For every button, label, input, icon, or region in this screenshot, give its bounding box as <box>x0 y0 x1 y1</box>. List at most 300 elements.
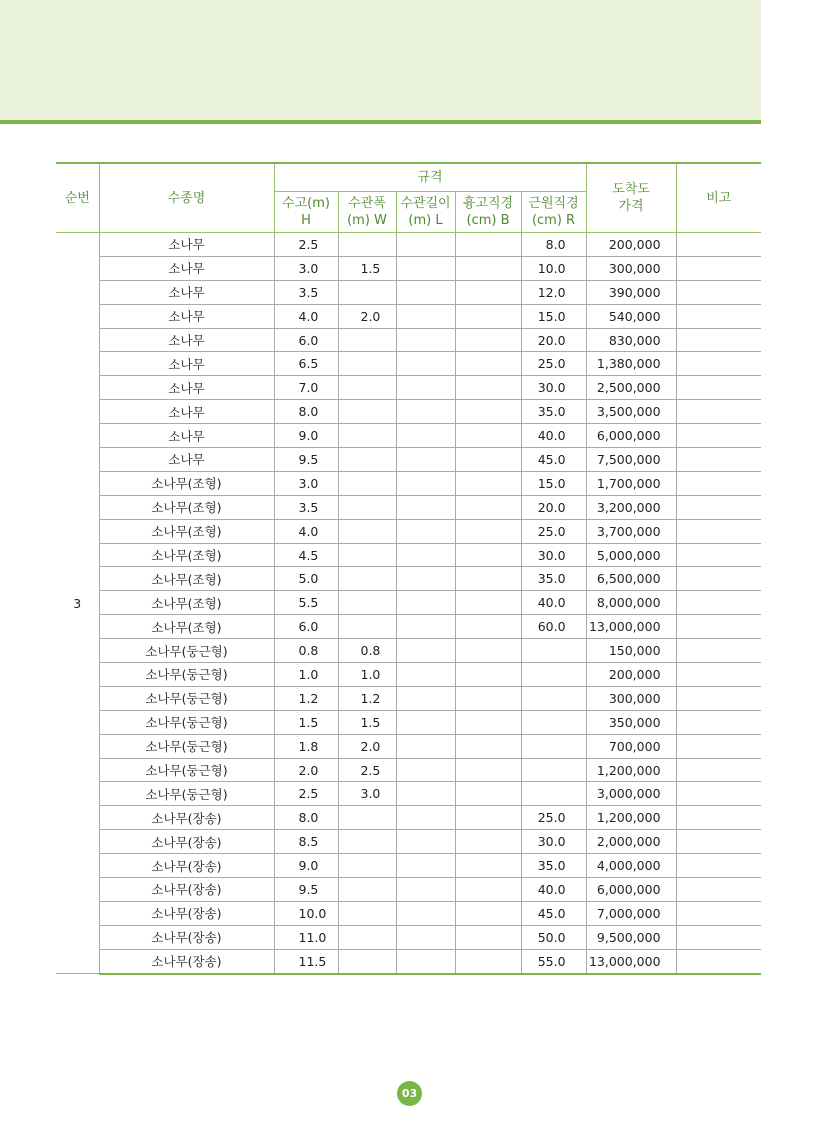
cell-name: 소나무 <box>99 376 274 400</box>
cell-price: 350,000 <box>586 710 676 734</box>
cell-height: 8.0 <box>274 806 338 830</box>
cell-root: 35.0 <box>521 567 586 591</box>
cell-width: 2.0 <box>338 304 396 328</box>
cell-width <box>338 376 396 400</box>
cell-breast <box>455 615 521 639</box>
cell-width <box>338 424 396 448</box>
cell-root: 45.0 <box>521 901 586 925</box>
col-header-price-line1: 도착도 <box>612 182 650 197</box>
cell-name: 소나무 <box>99 400 274 424</box>
table-row <box>56 710 761 734</box>
cell-name: 소나무(조형) <box>99 519 274 543</box>
cell-breast <box>455 471 521 495</box>
cell-root: 25.0 <box>521 806 586 830</box>
cell-note <box>676 448 761 472</box>
cell-height: 4.0 <box>274 304 338 328</box>
cell-length <box>396 567 455 591</box>
cell-height: 2.5 <box>274 233 338 257</box>
cell-note <box>676 424 761 448</box>
table-row <box>56 854 761 878</box>
cell-length <box>396 639 455 663</box>
col-header-root <box>521 192 586 233</box>
cell-price: 700,000 <box>586 734 676 758</box>
cell-length <box>396 233 455 257</box>
cell-root: 25.0 <box>521 519 586 543</box>
price-table <box>56 162 761 975</box>
cell-breast <box>455 304 521 328</box>
cell-price: 13,000,000 <box>586 949 676 973</box>
cell-name: 소나무(둥근형) <box>99 782 274 806</box>
cell-root: 30.0 <box>521 830 586 854</box>
table-row <box>56 901 761 925</box>
cell-length <box>396 878 455 902</box>
cell-height: 5.5 <box>274 591 338 615</box>
cell-length <box>396 280 455 304</box>
cell-breast <box>455 854 521 878</box>
cell-length <box>396 543 455 567</box>
cell-height: 9.5 <box>274 448 338 472</box>
cell-price: 200,000 <box>586 663 676 687</box>
cell-width <box>338 400 396 424</box>
cell-name: 소나무(둥근형) <box>99 710 274 734</box>
col-header-seq: 순번 <box>56 163 99 233</box>
cell-root: 35.0 <box>521 854 586 878</box>
cell-name: 소나무(장송) <box>99 806 274 830</box>
cell-length <box>396 758 455 782</box>
cell-length <box>396 591 455 615</box>
table-row <box>56 615 761 639</box>
cell-note <box>676 949 761 973</box>
table-row <box>56 686 761 710</box>
col-header-breast-line2: (cm) B <box>466 213 510 228</box>
cell-note <box>676 352 761 376</box>
cell-width <box>338 591 396 615</box>
table-row <box>56 591 761 615</box>
table-row <box>56 878 761 902</box>
cell-root: 8.0 <box>521 233 586 257</box>
cell-root <box>521 734 586 758</box>
cell-height: 9.0 <box>274 854 338 878</box>
cell-height: 4.5 <box>274 543 338 567</box>
cell-length <box>396 615 455 639</box>
cell-note <box>676 901 761 925</box>
cell-note <box>676 782 761 806</box>
cell-root <box>521 639 586 663</box>
cell-breast <box>455 400 521 424</box>
cell-breast <box>455 567 521 591</box>
cell-price: 9,500,000 <box>586 925 676 949</box>
cell-height: 1.0 <box>274 663 338 687</box>
cell-note <box>676 758 761 782</box>
cell-root: 50.0 <box>521 925 586 949</box>
cell-note <box>676 256 761 280</box>
cell-note <box>676 567 761 591</box>
cell-width: 1.5 <box>338 256 396 280</box>
table-row <box>56 471 761 495</box>
col-header-price-line2: 가격 <box>618 199 644 214</box>
cell-breast <box>455 256 521 280</box>
cell-breast <box>455 352 521 376</box>
cell-length <box>396 495 455 519</box>
cell-price: 200,000 <box>586 233 676 257</box>
cell-breast <box>455 901 521 925</box>
col-header-root-line2: (cm) R <box>531 213 576 228</box>
header-band <box>0 0 761 120</box>
cell-root <box>521 782 586 806</box>
cell-price: 830,000 <box>586 328 676 352</box>
cell-length <box>396 424 455 448</box>
cell-price: 7,000,000 <box>586 901 676 925</box>
cell-length <box>396 400 455 424</box>
header-rule <box>0 120 761 124</box>
cell-name: 소나무(조형) <box>99 495 274 519</box>
cell-root: 10.0 <box>521 256 586 280</box>
cell-note <box>676 543 761 567</box>
cell-height: 11.5 <box>274 949 338 973</box>
cell-width: 0.8 <box>338 639 396 663</box>
cell-name: 소나무(장송) <box>99 830 274 854</box>
cell-height: 6.0 <box>274 615 338 639</box>
table-row <box>56 280 761 304</box>
cell-length <box>396 734 455 758</box>
cell-note <box>676 925 761 949</box>
cell-price: 13,000,000 <box>586 615 676 639</box>
cell-name: 소나무 <box>99 233 274 257</box>
cell-length <box>396 256 455 280</box>
cell-note <box>676 878 761 902</box>
table-row <box>56 949 761 973</box>
table-row <box>56 519 761 543</box>
col-header-breast-line1: 흉고직경 <box>462 196 514 211</box>
cell-length <box>396 782 455 806</box>
cell-height: 2.5 <box>274 782 338 806</box>
cell-name: 소나무 <box>99 448 274 472</box>
cell-breast <box>455 639 521 663</box>
cell-note <box>676 471 761 495</box>
cell-name: 소나무(조형) <box>99 591 274 615</box>
cell-breast <box>455 519 521 543</box>
cell-length <box>396 854 455 878</box>
cell-root: 40.0 <box>521 591 586 615</box>
cell-root: 15.0 <box>521 471 586 495</box>
table-row <box>56 782 761 806</box>
table-row <box>56 352 761 376</box>
cell-root: 45.0 <box>521 448 586 472</box>
cell-breast <box>455 758 521 782</box>
cell-note <box>676 495 761 519</box>
cell-height: 3.0 <box>274 471 338 495</box>
cell-name: 소나무(장송) <box>99 925 274 949</box>
cell-breast <box>455 878 521 902</box>
table-row <box>56 567 761 591</box>
cell-length <box>396 519 455 543</box>
cell-width: 2.5 <box>338 758 396 782</box>
cell-height: 2.0 <box>274 758 338 782</box>
cell-name: 소나무 <box>99 352 274 376</box>
cell-root: 20.0 <box>521 328 586 352</box>
col-header-note: 비고 <box>676 163 761 233</box>
cell-note <box>676 663 761 687</box>
cell-name: 소나무 <box>99 424 274 448</box>
cell-price: 3,000,000 <box>586 782 676 806</box>
cell-root: 25.0 <box>521 352 586 376</box>
cell-price: 6,500,000 <box>586 567 676 591</box>
table-row <box>56 925 761 949</box>
table-row <box>56 663 761 687</box>
cell-seq: 3 <box>56 233 99 974</box>
table-body <box>56 233 761 974</box>
cell-name: 소나무 <box>99 280 274 304</box>
cell-name: 소나무 <box>99 304 274 328</box>
table-row <box>56 256 761 280</box>
cell-length <box>396 686 455 710</box>
cell-width <box>338 854 396 878</box>
cell-note <box>676 304 761 328</box>
table-row <box>56 328 761 352</box>
cell-root: 15.0 <box>521 304 586 328</box>
cell-price: 1,200,000 <box>586 758 676 782</box>
cell-height: 10.0 <box>274 901 338 925</box>
cell-height: 3.0 <box>274 256 338 280</box>
cell-width: 1.0 <box>338 663 396 687</box>
cell-width <box>338 830 396 854</box>
table-row <box>56 448 761 472</box>
cell-price: 4,000,000 <box>586 854 676 878</box>
cell-price: 2,500,000 <box>586 376 676 400</box>
table-row <box>56 304 761 328</box>
cell-breast <box>455 543 521 567</box>
cell-breast <box>455 495 521 519</box>
cell-root: 30.0 <box>521 376 586 400</box>
cell-root: 20.0 <box>521 495 586 519</box>
cell-height: 6.0 <box>274 328 338 352</box>
cell-breast <box>455 806 521 830</box>
cell-note <box>676 233 761 257</box>
cell-length <box>396 471 455 495</box>
cell-price: 1,380,000 <box>586 352 676 376</box>
cell-height: 1.2 <box>274 686 338 710</box>
col-header-width-line2: (m) W <box>347 213 387 228</box>
cell-name: 소나무(조형) <box>99 567 274 591</box>
cell-note <box>676 806 761 830</box>
cell-height: 4.0 <box>274 519 338 543</box>
cell-breast <box>455 328 521 352</box>
cell-note <box>676 854 761 878</box>
cell-width <box>338 878 396 902</box>
cell-name: 소나무 <box>99 328 274 352</box>
cell-breast <box>455 686 521 710</box>
cell-note <box>676 376 761 400</box>
cell-length <box>396 710 455 734</box>
cell-breast <box>455 376 521 400</box>
cell-root: 40.0 <box>521 878 586 902</box>
cell-note <box>676 710 761 734</box>
cell-height: 3.5 <box>274 280 338 304</box>
cell-note <box>676 328 761 352</box>
cell-width <box>338 615 396 639</box>
cell-note <box>676 615 761 639</box>
cell-breast <box>455 448 521 472</box>
col-header-width-line1: 수관폭 <box>348 196 386 211</box>
cell-root: 30.0 <box>521 543 586 567</box>
cell-width: 2.0 <box>338 734 396 758</box>
cell-root: 12.0 <box>521 280 586 304</box>
cell-price: 1,200,000 <box>586 806 676 830</box>
table-row <box>56 233 761 257</box>
cell-price: 3,200,000 <box>586 495 676 519</box>
cell-height: 9.5 <box>274 878 338 902</box>
cell-root: 60.0 <box>521 615 586 639</box>
cell-price: 6,000,000 <box>586 878 676 902</box>
cell-length <box>396 448 455 472</box>
cell-length <box>396 830 455 854</box>
cell-root: 35.0 <box>521 400 586 424</box>
cell-breast <box>455 925 521 949</box>
cell-price: 1,700,000 <box>586 471 676 495</box>
cell-price: 8,000,000 <box>586 591 676 615</box>
cell-note <box>676 830 761 854</box>
cell-width: 1.2 <box>338 686 396 710</box>
cell-height: 1.5 <box>274 710 338 734</box>
cell-root <box>521 758 586 782</box>
table-row <box>56 495 761 519</box>
cell-name: 소나무(장송) <box>99 878 274 902</box>
cell-height: 9.0 <box>274 424 338 448</box>
col-header-root-line1: 근원직경 <box>528 196 579 211</box>
col-header-height-line2: H <box>301 213 311 228</box>
cell-width <box>338 949 396 973</box>
cell-length <box>396 304 455 328</box>
cell-width <box>338 806 396 830</box>
page-number-badge: 03 <box>397 1081 422 1106</box>
col-header-height <box>274 192 338 233</box>
cell-width <box>338 448 396 472</box>
cell-root: 55.0 <box>521 949 586 973</box>
cell-root <box>521 663 586 687</box>
cell-name: 소나무(조형) <box>99 471 274 495</box>
cell-length <box>396 376 455 400</box>
table-row <box>56 424 761 448</box>
col-header-spec: 규격 <box>274 163 586 192</box>
cell-root: 40.0 <box>521 424 586 448</box>
cell-length <box>396 806 455 830</box>
table-row <box>56 400 761 424</box>
table-row <box>56 543 761 567</box>
cell-note <box>676 519 761 543</box>
cell-height: 6.5 <box>274 352 338 376</box>
cell-breast <box>455 233 521 257</box>
cell-height: 1.8 <box>274 734 338 758</box>
cell-breast <box>455 591 521 615</box>
cell-width <box>338 471 396 495</box>
cell-price: 540,000 <box>586 304 676 328</box>
table-row <box>56 806 761 830</box>
cell-name: 소나무(조형) <box>99 543 274 567</box>
cell-note <box>676 400 761 424</box>
col-header-length-line1: 수관길이 <box>400 196 451 211</box>
table-row <box>56 734 761 758</box>
cell-price: 390,000 <box>586 280 676 304</box>
cell-name: 소나무(둥근형) <box>99 758 274 782</box>
col-header-name: 수종명 <box>99 163 274 233</box>
cell-name: 소나무(둥근형) <box>99 663 274 687</box>
cell-note <box>676 639 761 663</box>
cell-height: 7.0 <box>274 376 338 400</box>
cell-breast <box>455 949 521 973</box>
cell-note <box>676 686 761 710</box>
table-row <box>56 830 761 854</box>
cell-width <box>338 233 396 257</box>
cell-name: 소나무(둥근형) <box>99 734 274 758</box>
cell-width: 1.5 <box>338 710 396 734</box>
cell-length <box>396 328 455 352</box>
cell-breast <box>455 424 521 448</box>
cell-root <box>521 686 586 710</box>
col-header-height-line1: 수고(m) <box>282 196 330 211</box>
cell-height: 8.0 <box>274 400 338 424</box>
cell-width <box>338 567 396 591</box>
cell-width <box>338 543 396 567</box>
cell-breast <box>455 734 521 758</box>
cell-note <box>676 280 761 304</box>
cell-price: 300,000 <box>586 256 676 280</box>
cell-breast <box>455 280 521 304</box>
cell-width <box>338 280 396 304</box>
cell-length <box>396 352 455 376</box>
cell-name: 소나무(장송) <box>99 901 274 925</box>
cell-height: 11.0 <box>274 925 338 949</box>
table-row <box>56 758 761 782</box>
cell-name: 소나무(장송) <box>99 949 274 973</box>
cell-root <box>521 710 586 734</box>
cell-breast <box>455 663 521 687</box>
cell-length <box>396 901 455 925</box>
cell-width <box>338 519 396 543</box>
cell-breast <box>455 830 521 854</box>
cell-width <box>338 495 396 519</box>
cell-price: 300,000 <box>586 686 676 710</box>
cell-breast <box>455 782 521 806</box>
cell-price: 5,000,000 <box>586 543 676 567</box>
cell-length <box>396 949 455 973</box>
cell-width <box>338 352 396 376</box>
col-header-length <box>396 192 455 233</box>
cell-width <box>338 925 396 949</box>
cell-width: 3.0 <box>338 782 396 806</box>
cell-height: 0.8 <box>274 639 338 663</box>
cell-height: 3.5 <box>274 495 338 519</box>
cell-price: 150,000 <box>586 639 676 663</box>
col-header-width <box>338 192 396 233</box>
cell-note <box>676 591 761 615</box>
cell-note <box>676 734 761 758</box>
cell-price: 3,700,000 <box>586 519 676 543</box>
cell-name: 소나무(조형) <box>99 615 274 639</box>
cell-breast <box>455 710 521 734</box>
cell-price: 6,000,000 <box>586 424 676 448</box>
cell-name: 소나무(장송) <box>99 854 274 878</box>
cell-width <box>338 901 396 925</box>
cell-length <box>396 663 455 687</box>
cell-name: 소나무(둥근형) <box>99 639 274 663</box>
col-header-breast <box>455 192 521 233</box>
cell-height: 8.5 <box>274 830 338 854</box>
col-header-length-line2: (m) L <box>408 213 443 228</box>
cell-height: 5.0 <box>274 567 338 591</box>
cell-price: 7,500,000 <box>586 448 676 472</box>
cell-name: 소나무(둥근형) <box>99 686 274 710</box>
cell-length <box>396 925 455 949</box>
